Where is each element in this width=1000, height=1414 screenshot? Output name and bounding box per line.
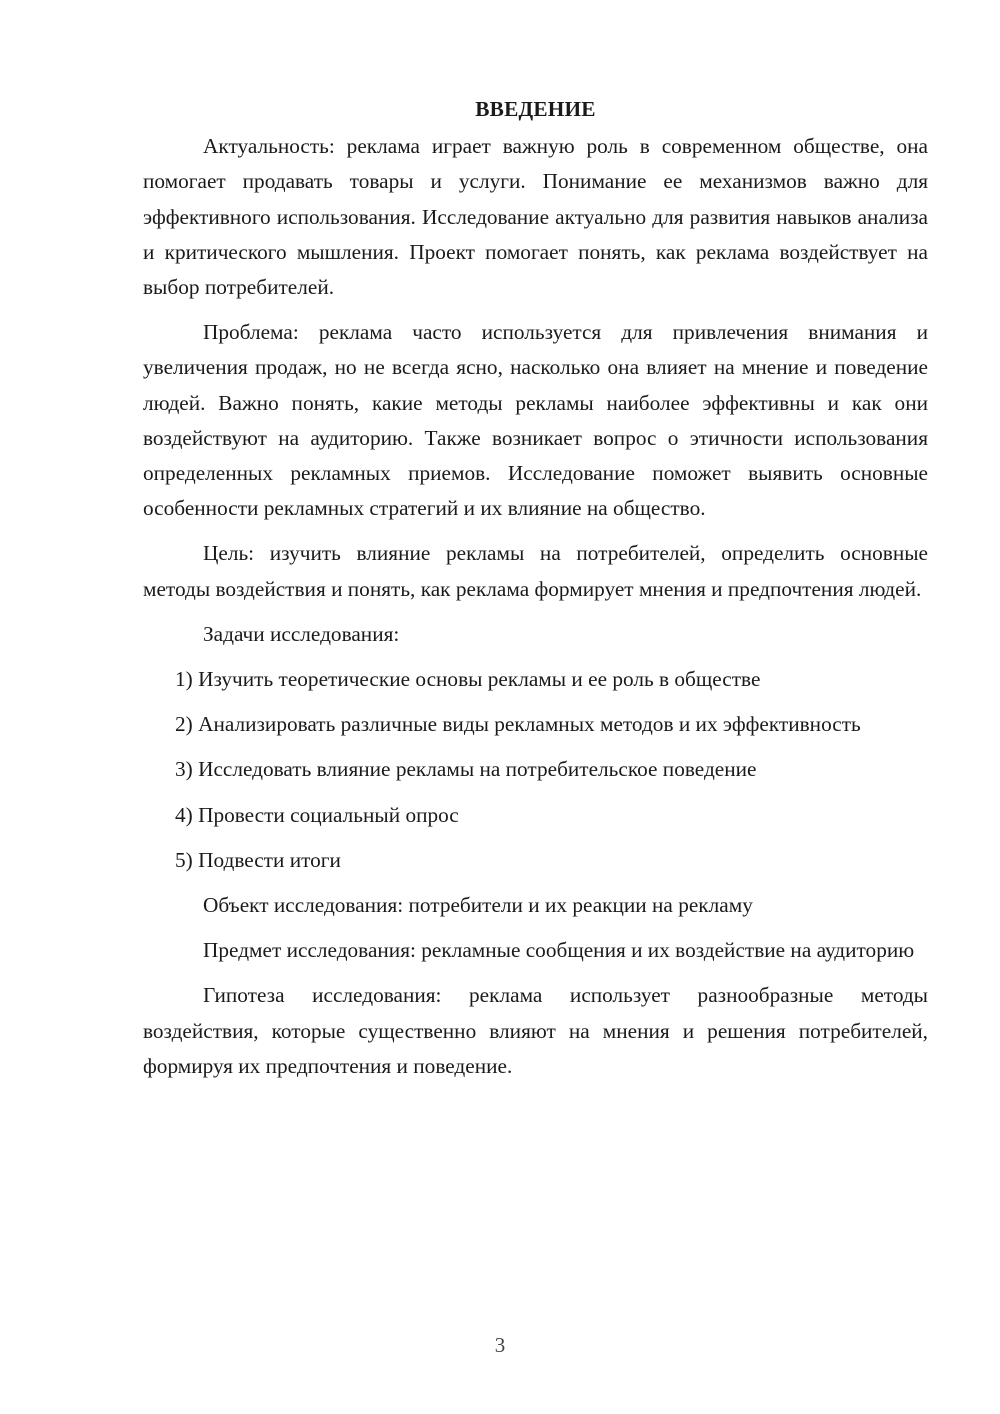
task-item-5: 5) Подвести итоги [175, 847, 341, 872]
paragraph-subject: Предмет исследования: рекламные сообщения и их воздействие на аудиторию [203, 938, 915, 963]
task-item-3: 3) Исследовать влияние рекламы на потребительское поведение [175, 757, 757, 782]
paragraph-problem: Проблема: реклама часто используется для привлечения внимания и увеличения продаж, но не всегда ясно, насколько она влияет на мнение и поведение людей. Важно понять, какие методы рекламы наиболее эффективны и как они воздействуют на аудиторию. Также возникает вопрос о этичности использования определенных рекламных приемов. Исследование поможет выявить основные особенности рекламных стратегий и их влияние на общество. [143, 320, 928, 521]
page-title: ВВЕДЕНИЕ [475, 97, 596, 121]
task-item-2: 2) Анализировать различные виды рекламных методов и их эффективность [175, 712, 861, 737]
tasks-heading: Задачи исследования: [203, 621, 400, 646]
paragraph-object: Объект исследования: потребители и их реакции на рекламу [203, 893, 753, 918]
paragraph-relevance: Актуальность: реклама играет важную роль в современном обществе, она помогает продавать товары и услуги. Понимание ее механизмов важно для эффективного использования. Исследование актуально для развития навыков анализа и критического мышления. Проект помогает понять, как реклама воздействует на выбор потребителей. [143, 134, 928, 300]
task-item-4: 4) Провести социальный опрос [175, 802, 459, 827]
paragraph-goal: Цель: изучить влияние рекламы на потребителей, определить основные методы воздействия и понять, как реклама формирует мнения и предпочтения людей. [143, 541, 928, 601]
task-item-1: 1) Изучить теоретические основы рекламы и ее роль в обществе [175, 667, 761, 692]
page-content [143, 92, 928, 1084]
paragraph-hypothesis: Гипотеза исследования: реклама использует разнообразные методы воздействия, которые существенно влияют на мнения и решения потребителей, формируя их предпочтения и поведение. [143, 983, 928, 1078]
page-number: 3 [494, 1333, 506, 1357]
